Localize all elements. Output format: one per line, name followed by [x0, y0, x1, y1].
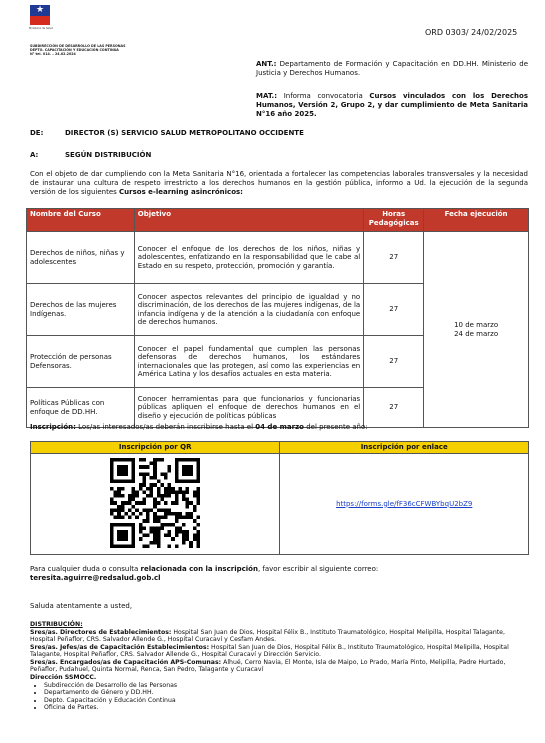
list-item: • Depto. Capacitación y Educación Continua	[44, 697, 530, 705]
directors-label: Sres/as. Directores de Establecimientos:	[30, 628, 172, 636]
reference-line: N° tel. 014. – 24.02.2024	[30, 52, 76, 56]
course-name: Políticas Públicas con enfoque de DD.HH.	[27, 388, 135, 428]
de-value: DIRECTOR (S) SERVICIO SALUD METROPOLITANO OCCIDENTE	[65, 129, 304, 137]
list-item: • Oficina de Partes.	[44, 704, 530, 712]
distribution-directors	[30, 629, 530, 644]
inscription-line	[30, 423, 528, 432]
government-logo	[29, 5, 53, 37]
salutation: Saluda atentamente a usted,	[30, 602, 133, 610]
ord-number: ORD 0303/ 24/02/2025	[425, 28, 518, 37]
courses-table-header	[27, 209, 529, 232]
list-item: • Subdirección de Desarrollo de las Personas	[44, 682, 530, 690]
course-objective: Conocer el papel fundamental que cumplen las personas defensoras de derechos humanos, los estándares internacionales que las protegen, así como las experiencias en América Latina y los desafíos actuales en esta materia.	[134, 336, 363, 388]
execution-date	[424, 232, 529, 428]
course-objective: Conocer el enfoque de los derechos de los niños, niñas y adolescentes, enfatizando en la responsabilidad que le cabe al Estado en su respeto, protección, promoción y garantía.	[134, 232, 363, 284]
course-objective: Conocer herramientas para que funcionarios y funcionarias públicas apliquen el enfoque de derechos humanos en el diseño y ejecución de políticas públicas	[134, 388, 363, 428]
ant-label: ANT.:	[256, 60, 277, 68]
course-objective: Conocer aspectos relevantes del principio de igualdad y no discriminación, de los derechos de las mujeres indígenas, de la infancia indígena y de la atención a la ciudadanía con enfoque de derechos humanos.	[134, 284, 363, 336]
mat-label: MAT.:	[256, 92, 278, 100]
course-hours: 27	[364, 232, 424, 284]
heads-label: Sres/as. Jefes/as de Capacitación Establecimientos:	[30, 643, 210, 651]
course-name: Protección de personas Defensoras.	[27, 336, 135, 388]
date-start: 10 de marzo	[454, 320, 499, 329]
contact-text-bold: relacionada con la inscripción	[140, 565, 258, 573]
header-course-name: Nombre del Curso	[27, 209, 135, 232]
distribution-aps	[30, 659, 530, 674]
course-name: Derechos de las mujeres Indígenas.	[27, 284, 135, 336]
intro-text: Con el objeto de dar cumpliendo con la Meta Sanitaria N°16, orientada a fortalecer las competencias laborales transversales y la necesidad de instaurar una cultura de respeto irrestricto a los derechos humanos en la gestión pública, informo a Ud. la ejecución de la segunda versión de los siguientes	[30, 170, 528, 196]
distribution-title: DISTRIBUCIÓN:	[30, 621, 83, 628]
mat-block	[256, 92, 528, 118]
inscription-table	[30, 441, 529, 555]
inscription-text-end: del presente año:	[303, 423, 368, 431]
heads-text: Hospital San Juan de Dios, Hospital Félix B., Instituto Traumatológico, Hospital Melipilla, Hospital Talagante, Hospital Peñaflor, CRS. Salvador Allende G., Hospital Curacaví y Dirección Servicio.	[30, 643, 509, 659]
ministry-name: Ministerio de Salud	[29, 27, 53, 30]
star-icon: ★	[35, 5, 45, 15]
ant-text: Departamento de Formación y Capacitación en DD.HH. Ministerio de Justicia y Derechos Humanos.	[256, 60, 529, 77]
distribution-ssmocc: Dirección SSMOCC.	[30, 673, 97, 681]
contact-text-end: , favor escribir al siguiente correo:	[257, 565, 379, 573]
de-line	[30, 129, 304, 138]
mat-text-bold: Cursos vinculados con los Derechos Humanos, Versión 2, Grupo 2, y dar cumplimiento de Meta Sanitaria N°16 año 2025.	[256, 92, 528, 118]
directors-text: Hospital San Juan de Dios, Hospital Félix B., Instituto Traumatológico, Hospital Melipilla, Hospital Talagante, Hospital Peñaflor, CRS. Salvador Allende G., Hospital Curacaví y Cesfam Andes.	[30, 628, 505, 644]
aps-text: Alhué, Cerro Navia, El Monte, Isla de Maipo, Lo Prado, María Pinto, Melipilla, Padre Hurtado, Peñaflor, Pudahuel, Quinta Normal, Renca, San Pedro, Talagante y Curacaví	[30, 658, 506, 674]
a-label: A:	[30, 151, 39, 159]
header-hours: Horas Pedagógicas	[364, 209, 424, 232]
link-header: Inscripción por enlace	[280, 442, 529, 454]
inscription-text: Los/as interesados/as deberán inscribirse hasta el	[75, 423, 256, 431]
header-objective: Objetivo	[134, 209, 363, 232]
intro-paragraph	[30, 170, 528, 196]
date-end: 24 de marzo	[454, 329, 499, 338]
intro-text-bold: Cursos e-learning asincrónicos:	[119, 187, 243, 196]
contact-paragraph	[30, 565, 528, 583]
aps-label: Sres/as. Encargados/as de Capacitación APS-Comunas:	[30, 658, 222, 666]
contact-text: Para cualquier duda o consulta	[30, 565, 141, 573]
course-name: Derechos de niños, niñas y adolescentes	[27, 232, 135, 284]
subdirection-block	[30, 44, 160, 56]
header-date: Fecha ejecución	[424, 209, 529, 232]
contact-email[interactable]: teresita.aguirre@redsalud.gob.cl	[30, 573, 161, 582]
a-line	[30, 151, 152, 160]
qr-header: Inscripción por QR	[31, 442, 280, 454]
distribution-block	[30, 621, 530, 712]
a-value: SEGÚN DISTRIBUCIÓN	[65, 151, 152, 159]
list-item: • Departamento de Género y DD.HH.	[44, 689, 530, 697]
inscription-link[interactable]: https://forms.gle/fF36cCFWBYbqU2bZ9	[336, 499, 473, 508]
course-hours: 27	[364, 388, 424, 428]
link-cell	[280, 454, 529, 555]
distribution-list	[30, 682, 530, 712]
inscription-label: Inscripción:	[30, 423, 76, 431]
de-label: DE:	[30, 129, 44, 137]
department-name: DEPTO. CAPACITACIÓN Y EDUCACIÓN CONTINUA	[30, 48, 119, 52]
qr-cell	[31, 454, 280, 555]
courses-table	[26, 208, 529, 428]
inscription-deadline: 04 de marzo	[255, 423, 304, 431]
mat-text: Informa convocatoria	[283, 92, 370, 100]
subdirection-name: SUBDIRECCIÓN DE DESARROLLO DE LAS PERSONAS	[30, 44, 126, 48]
course-hours: 27	[364, 284, 424, 336]
ant-block	[256, 60, 528, 78]
table-row	[27, 232, 529, 284]
course-hours: 27	[364, 336, 424, 388]
distribution-heads	[30, 644, 530, 659]
qr-code[interactable]	[110, 458, 200, 548]
